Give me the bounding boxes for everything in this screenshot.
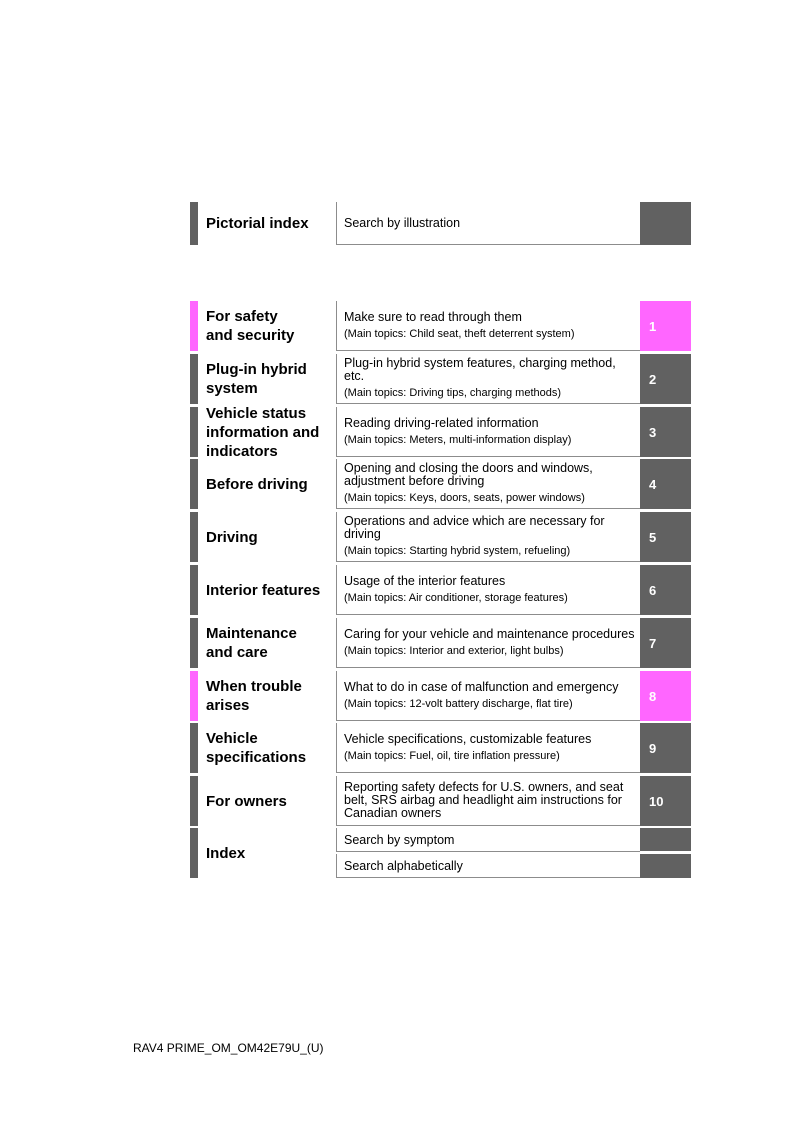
chapter-number-tab[interactable]: 7 xyxy=(640,618,691,668)
section-description xyxy=(336,723,640,773)
section-description xyxy=(336,407,640,457)
section-description xyxy=(336,776,640,826)
chapter-row[interactable] xyxy=(190,301,691,351)
section-description xyxy=(336,565,640,615)
section-description xyxy=(336,618,640,668)
section-sub-text: (Main topics: Starting hybrid system, refueling) xyxy=(344,545,571,557)
section-sidebar-bar xyxy=(190,202,198,245)
index-tab-symptom[interactable] xyxy=(640,828,691,851)
section-sub-text: (Main topics: Keys, doors, seats, power windows) xyxy=(344,492,585,504)
section-sub-text: (Main topics: Child seat, theft deterrent system) xyxy=(344,327,575,340)
section-sidebar-bar xyxy=(190,512,198,562)
section-main-text: Search by illustration xyxy=(344,215,461,230)
section-sidebar-bar xyxy=(190,407,198,457)
chapter-number-tab[interactable]: 1 xyxy=(640,301,691,351)
chapter-number-tab[interactable]: 10 xyxy=(640,776,691,826)
section-sub-text: (Main topics: Air conditioner, storage features) xyxy=(344,591,568,604)
section-main-text: Reporting safety defects for U.S. owners, and seat belt, SRS airbag and headlight aim instructions for Canadian owners xyxy=(344,780,624,820)
chapter-row[interactable] xyxy=(190,565,691,615)
section-sub-text: (Main topics: Meters, multi-information display) xyxy=(344,433,572,446)
section-title: For safety and security xyxy=(206,308,295,344)
section-main-text: What to do in case of malfunction and emergency xyxy=(344,679,619,694)
chapter-number-tab[interactable]: 4 xyxy=(640,459,691,509)
index-item-symptom[interactable]: Search by symptom xyxy=(336,828,640,852)
section-sub-text: (Main topics: 12-volt battery discharge, flat tire) xyxy=(344,697,573,710)
chapter-row[interactable] xyxy=(190,671,691,721)
section-main-text: Caring for your vehicle and maintenance procedures xyxy=(344,626,635,641)
chapter-row[interactable] xyxy=(190,459,691,509)
section-title: Driving xyxy=(206,528,258,546)
section-description xyxy=(336,671,640,721)
document-footer: RAV4 PRIME_OM_OM42E79U_(U) xyxy=(133,1041,324,1055)
section-main-text: Plug-in hybrid system features, charging method, etc. xyxy=(344,356,616,383)
section-main-text: Opening and closing the doors and windows, adjustment before driving xyxy=(344,461,593,488)
section-sub-text: (Main topics: Interior and exterior, light bulbs) xyxy=(344,644,564,657)
section-tab[interactable] xyxy=(640,202,691,245)
chapter-number-tab[interactable]: 3 xyxy=(640,407,691,457)
section-title: Vehicle status information and indicators xyxy=(206,404,320,460)
section-title: Vehicle specifications xyxy=(206,730,307,766)
section-description xyxy=(336,459,640,509)
chapter-number-tab[interactable]: 9 xyxy=(640,723,691,773)
section-title: Pictorial index xyxy=(206,215,309,232)
section-sidebar-bar xyxy=(190,723,198,773)
section-sidebar-bar xyxy=(190,618,198,668)
section-sidebar-bar xyxy=(190,565,198,615)
section-description xyxy=(336,354,640,404)
chapter-number-tab[interactable]: 2 xyxy=(640,354,691,404)
chapter-row[interactable] xyxy=(190,618,691,668)
pictorial-index-row[interactable] xyxy=(190,202,691,245)
section-title: Before driving xyxy=(206,475,308,493)
chapter-number-tab[interactable]: 5 xyxy=(640,512,691,562)
section-sub-text: (Main topics: Driving tips, charging methods) xyxy=(344,387,562,399)
section-title: When trouble arises xyxy=(206,678,302,714)
chapter-row[interactable] xyxy=(190,512,691,562)
section-title: For owners xyxy=(206,792,287,810)
section-main-text: Operations and advice which are necessary for driving xyxy=(344,514,605,541)
section-main-text: Vehicle specifications, customizable features xyxy=(344,731,592,746)
chapter-row[interactable] xyxy=(190,723,691,773)
section-main-text: Usage of the interior features xyxy=(344,573,506,588)
section-title: Interior features xyxy=(206,581,321,599)
section-title: Plug-in hybrid system xyxy=(206,361,307,397)
chapter-row[interactable] xyxy=(190,776,691,826)
section-sidebar-bar xyxy=(190,459,198,509)
section-sub-text: (Main topics: Fuel, oil, tire inflation pressure) xyxy=(344,749,560,762)
index-row xyxy=(190,828,691,878)
chapter-number-tab[interactable]: 6 xyxy=(640,565,691,615)
section-description xyxy=(336,512,640,562)
section-sidebar-bar xyxy=(190,301,198,351)
section-main-text: Reading driving-related information xyxy=(344,415,539,430)
index-tab-alphabetical[interactable] xyxy=(640,854,691,878)
chapter-row[interactable] xyxy=(190,404,691,460)
section-sidebar-bar xyxy=(190,828,198,878)
section-title: Index xyxy=(206,844,246,862)
section-description xyxy=(336,301,640,351)
section-sidebar-bar xyxy=(190,776,198,826)
chapter-number-tab[interactable]: 8 xyxy=(640,671,691,721)
section-sidebar-bar xyxy=(190,354,198,404)
section-description xyxy=(336,202,640,245)
index-item-alphabetical[interactable]: Search alphabetically xyxy=(336,854,640,878)
section-main-text: Make sure to read through them xyxy=(344,309,522,324)
chapter-row[interactable] xyxy=(190,354,691,404)
section-title: Maintenance and care xyxy=(206,625,297,661)
section-sidebar-bar xyxy=(190,671,198,721)
